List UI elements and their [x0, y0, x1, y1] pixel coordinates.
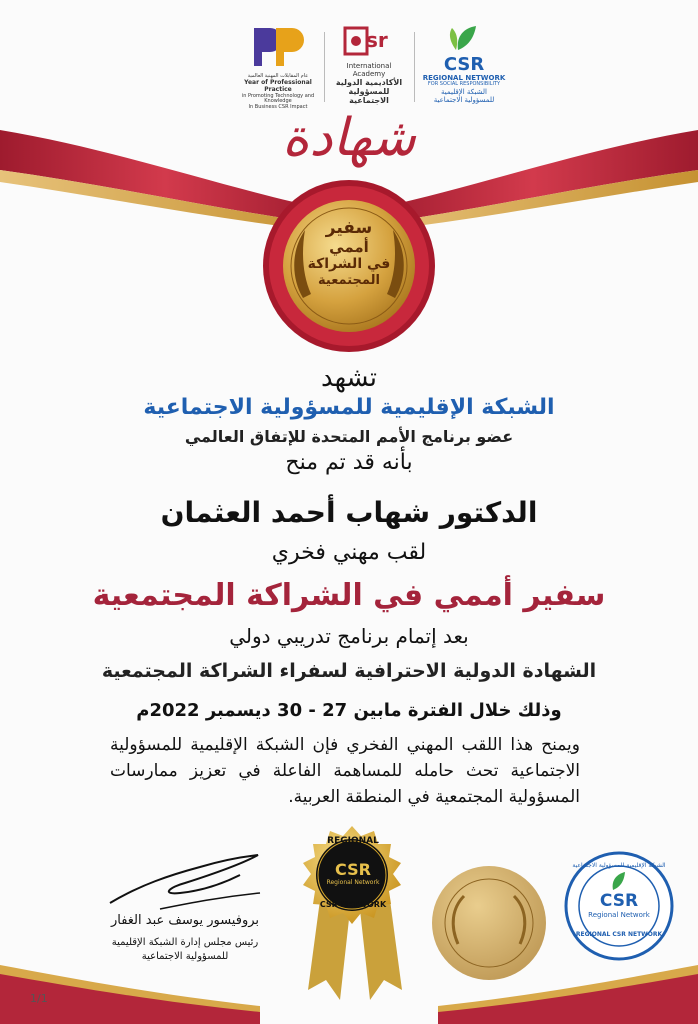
medal-line3: في الشراكة: [307, 256, 391, 273]
leaf-icon: [420, 22, 508, 52]
blue-stamp-bottom: REGIONAL CSR NETWORK: [575, 931, 663, 938]
certificate-name: الشهادة الدولية الاحترافية لسفراء الشراكة المجتمعية: [101, 660, 597, 682]
certificate-heading: شهادة: [282, 108, 416, 168]
gold-seal-sub: Regional Network: [326, 879, 380, 886]
pp-logo-line1: عام المقابلات المهنية العالمية: [247, 73, 309, 79]
signatory-name: بروفيسور يوسف عبد الغفار: [110, 913, 260, 928]
gold-seal-bottom: CSR NETWORK: [319, 900, 387, 909]
logo-divider: [414, 32, 415, 102]
medal-line2: أممي: [329, 238, 369, 257]
blue-stamp-ring: الشبكة الإقليمية للمسؤولية الاجتماعية: [572, 862, 666, 869]
gold-seal-top: REGIONAL: [327, 836, 379, 846]
signature-scribble: [100, 845, 270, 915]
academy-line1: International Academy: [346, 62, 392, 79]
member-line: عضو برنامج الأمم المتحدة للإتفاق العالمي: [184, 427, 514, 446]
medal-line4: المجتمعية: [318, 273, 380, 289]
page-number: 1/1: [30, 992, 48, 1005]
title-label: لقب مهني فخري: [271, 540, 427, 565]
grant-paragraph: ويمنح هذا اللقب المهني الفخري فإن الشبكة الإقليمية للمسؤولية الاجتماعية تحث حامله للمساهمة الفاعلة في تعزيز ممارسات المسؤولية المجتمعية في المنطقة العربية.: [110, 735, 580, 807]
witness-line: تشهد: [320, 363, 378, 393]
logo-divider: [324, 32, 325, 102]
csr-logo-line4: للمسؤولية الاجتماعية: [433, 95, 495, 104]
international-academy-logo: [330, 22, 408, 107]
logo-row: [238, 22, 508, 112]
pp-logo-line2: Year of Professional Practice: [244, 78, 312, 93]
csr-logo-line3: الشبكة الإقليمية: [441, 87, 487, 96]
gold-seal-text: [318, 836, 388, 909]
pp-logo-line4: In Business CSR Impact: [248, 104, 308, 111]
medal-line1: سفير: [325, 218, 373, 238]
signatory-role-line1: رئيس مجلس إدارة الشبكة الإقليمية: [111, 937, 259, 948]
signatory-role-line2: للمسؤولية الاجتماعية: [141, 951, 229, 962]
academy-line2: الأكاديمية الدولية: [335, 78, 403, 88]
csr-logo-mark: CSR: [443, 54, 485, 75]
regional-network-logo: [420, 22, 508, 107]
gold-seal-center: CSR: [335, 860, 371, 879]
academy-logo-mark: sr: [366, 28, 388, 52]
academy-line3: للمسؤولية الاجتماعية: [348, 87, 390, 106]
pp-logo-icon: [238, 22, 318, 70]
csr-logo-line2: FOR SOCIAL RESPONSIBILITY: [427, 81, 501, 88]
period-line: وذلك خلال الفترة مابين 27 - 30 ديسمبر 2022م: [136, 700, 562, 721]
professional-practice-logo: [238, 22, 318, 111]
after-program-line: بعد إتمام برنامج تدريبي دولي: [229, 624, 469, 648]
recipient-name: الدكتور شهاب أحمد العثمان: [160, 496, 538, 529]
blue-stamp-center: CSR: [599, 891, 639, 911]
signatory-role: [90, 936, 280, 964]
csr-logo-line1: REGIONAL NETWORK: [422, 74, 506, 82]
granted-line: بأنه قد تم منح: [285, 450, 413, 475]
embossed-gold-seal: [430, 864, 548, 982]
medal-label: [300, 218, 398, 289]
ambassador-title: سفير أممي في الشراكة المجتمعية: [92, 578, 606, 613]
blue-stamp-text: [563, 862, 675, 938]
pp-logo-line3: in Promoting Technology and Knowledge: [241, 92, 315, 105]
blue-stamp-sub: Regional Network: [588, 911, 650, 919]
network-name: الشبكة الإقليمية للمسؤولية الاجتماعية: [143, 395, 555, 420]
